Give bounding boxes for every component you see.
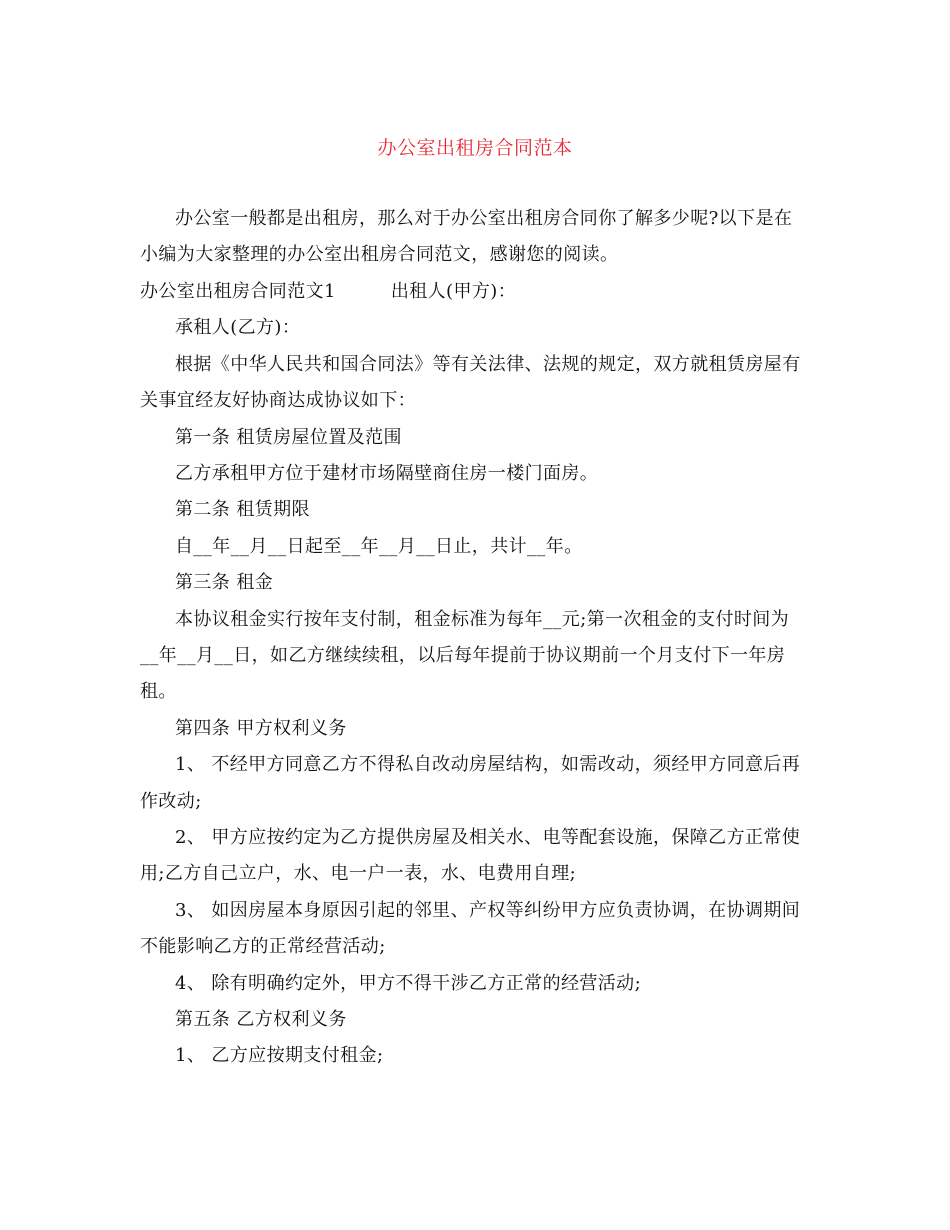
article-4-item-3-line-1: 3、 如因房屋本身原因引起的邻里、产权等纠纷甲方应负责协调，在协调期间 [175,900,801,921]
article-3-text-line-3: 租。 [140,681,177,702]
contract-sample-heading: 办公室出租房合同范文1 [140,281,336,302]
document-title: 办公室出租房合同范本 [377,137,573,159]
paragraph-intro-line-2: 小编为大家整理的办公室出租房合同范文，感谢您的阅读。 [140,244,619,265]
article-5-item-1: 1、 乙方应按期支付租金; [175,1045,384,1066]
article-4-item-2-line-1: 2、 甲方应按约定为乙方提供房屋及相关水、电等配套设施，保障乙方正常使 [175,827,801,848]
paragraph-intro-line-1: 办公室一般都是出租房，那么对于办公室出租房合同你了解多少呢?以下是在 [175,208,793,229]
article-4-heading: 第四条 甲方权利义务 [175,718,347,739]
lessee-label: 承租人(乙方)： [175,317,301,338]
article-3-text-line-2: __年__月__日，如乙方继续续租，以后每年提前于协议期前一个月支付下一年房 [140,645,786,666]
article-1-heading: 第一条 租赁房屋位置及范围 [175,427,402,448]
article-1-text: 乙方承租甲方位于建材市场隔壁商住房一楼门面房。 [175,463,599,484]
article-4-item-2-line-2: 用;乙方自己立户，水、电一户一表，水、电费用自理; [140,863,577,884]
paragraph-basis-line-1: 根据《中华人民共和国合同法》等有关法律、法规的规定，双方就租赁房屋有 [175,354,801,375]
article-4-item-3-line-2: 不能影响乙方的正常经营活动; [140,936,386,957]
article-2-heading: 第二条 租赁期限 [175,499,310,520]
article-3-text-line-1: 本协议租金实行按年支付制，租金标准为每年__元;第一次租金的支付时间为 [175,609,790,630]
article-4-item-4: 4、 除有明确约定外，甲方不得干涉乙方正常的经营活动; [175,973,642,994]
article-2-text: 自__年__月__日起至__年__月__日止，共计__年。 [175,536,583,557]
article-4-item-1-line-1: 1、 不经甲方同意乙方不得私自改动房屋结构，如需改动，须经甲方同意后再 [175,754,801,775]
article-5-heading: 第五条 乙方权利义务 [175,1009,347,1030]
lessor-label: 出租人(甲方)： [390,281,517,302]
article-4-item-1-line-2: 作改动; [140,791,202,812]
article-3-heading: 第三条 租金 [175,572,274,593]
contract-heading-line [140,280,516,304]
paragraph-basis-line-2: 关事宜经友好协商达成协议如下： [140,390,416,411]
